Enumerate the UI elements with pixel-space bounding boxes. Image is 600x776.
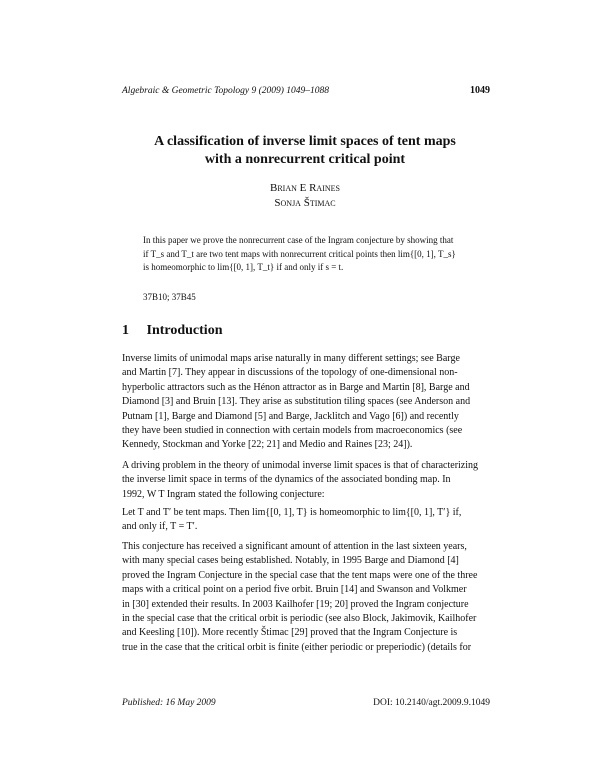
title-line: A classification of inverse limit spaces of tent maps (154, 134, 456, 149)
journal-citation: Algebraic & Geometric Topology 9 (2009) 1049–1088 (122, 86, 330, 96)
abstract (143, 234, 478, 275)
body-line: proved the Ingram Conjecture in the special case that the tent maps were one of the three (122, 569, 478, 581)
body-line: with many special cases being established. Notably, in 1995 Barge and Diamond [4] (122, 555, 459, 567)
paragraph-3 (122, 540, 490, 655)
published-date: Published: 16 May 2009 (122, 698, 216, 708)
abstract-line: In this paper we prove the nonrecurrent case of the Ingram conjecture by showing that (143, 235, 454, 245)
author-name: Brian E Raines (269, 182, 340, 194)
body-line: maps with a critical point on a period five orbit. Bruin [14] and Swanson and Volkmer (122, 584, 467, 596)
paper-title (120, 133, 490, 169)
body-line: in the special case that the critical orbit is periodic (see also Block, Jakimovik, Kailhofer (122, 613, 477, 625)
running-head (122, 85, 490, 96)
body-line: Let T and T′ be tent maps. Then lim{[0, 1], T} is homeomorphic to lim{[0, 1], T′} if, (122, 507, 462, 518)
doi-link[interactable]: DOI: 10.2140/agt.2009.9.1049 (373, 698, 490, 708)
section-number: 1 (122, 323, 129, 338)
body-line: and Keesling [10]). More recently Štimac [29] proved that the Ingram Conjecture is (122, 627, 458, 639)
section-heading (122, 323, 222, 339)
title-line: with a nonrecurrent critical point (204, 152, 406, 167)
section-title: Introduction (146, 323, 223, 338)
abstract-line: is homeomorphic to lim{[0, 1], T_t} if and only if s = t. (143, 262, 344, 272)
body-line: 1992, W T Ingram stated the following conjecture: (122, 488, 325, 500)
page-number: 1049 (470, 85, 490, 96)
body-line: This conjecture has received a significant amount of attention in the last sixteen years, (122, 541, 467, 552)
author-name: Sonja Štimac (274, 197, 336, 209)
body-line: Inverse limits of unimodal maps arise naturally in many different settings; see Barge (122, 353, 460, 364)
body-line: and only if, T = T′. (122, 521, 198, 533)
author-list (120, 181, 490, 211)
paragraph-1 (122, 352, 490, 453)
body-line: and Martin [7]. They appear in discussions of the topology of one-dimensional non- (122, 367, 458, 379)
body-line: the inverse limit space in terms of the dynamics of the associated bonding map. In (122, 474, 451, 486)
paragraph-2 (122, 459, 490, 502)
abstract-line: if T_s and T_t are two tent maps with nonrecurrent critical points then lim{[0, 1], T_s} (143, 248, 456, 259)
msc-codes: 37B10; 37B45 (143, 292, 196, 302)
body-line: in [30] extended their results. In 2003 Kailhofer [19; 20] proved the Ingram conjecture (122, 598, 469, 610)
body-line: they have been studied in connection with certain models from macroeconomics (see (122, 425, 463, 437)
body-line: true in the case that the critical orbit is finite (either periodic or preperiodic) (details for (122, 641, 472, 653)
body-line: Kennedy, Stockman and Yorke [22; 21] and Medio and Raines [23; 24]). (122, 439, 413, 451)
body-line: A driving problem in the theory of unimodal inverse limit spaces is that of characterizing (122, 460, 479, 471)
conjecture (122, 506, 490, 535)
body-line: Diamond [3] and Bruin [13]. They arise as substitution tiling spaces (see Anderson and (122, 396, 471, 408)
body-line: hyperbolic attractors such as the Hénon attractor as in Barge and Martin [8], Barge and (122, 381, 470, 393)
body-line: Putnam [1], Barge and Diamond [5] and Barge, Jacklitch and Vago [6]) and recently (122, 410, 459, 422)
page-footer (122, 698, 490, 708)
